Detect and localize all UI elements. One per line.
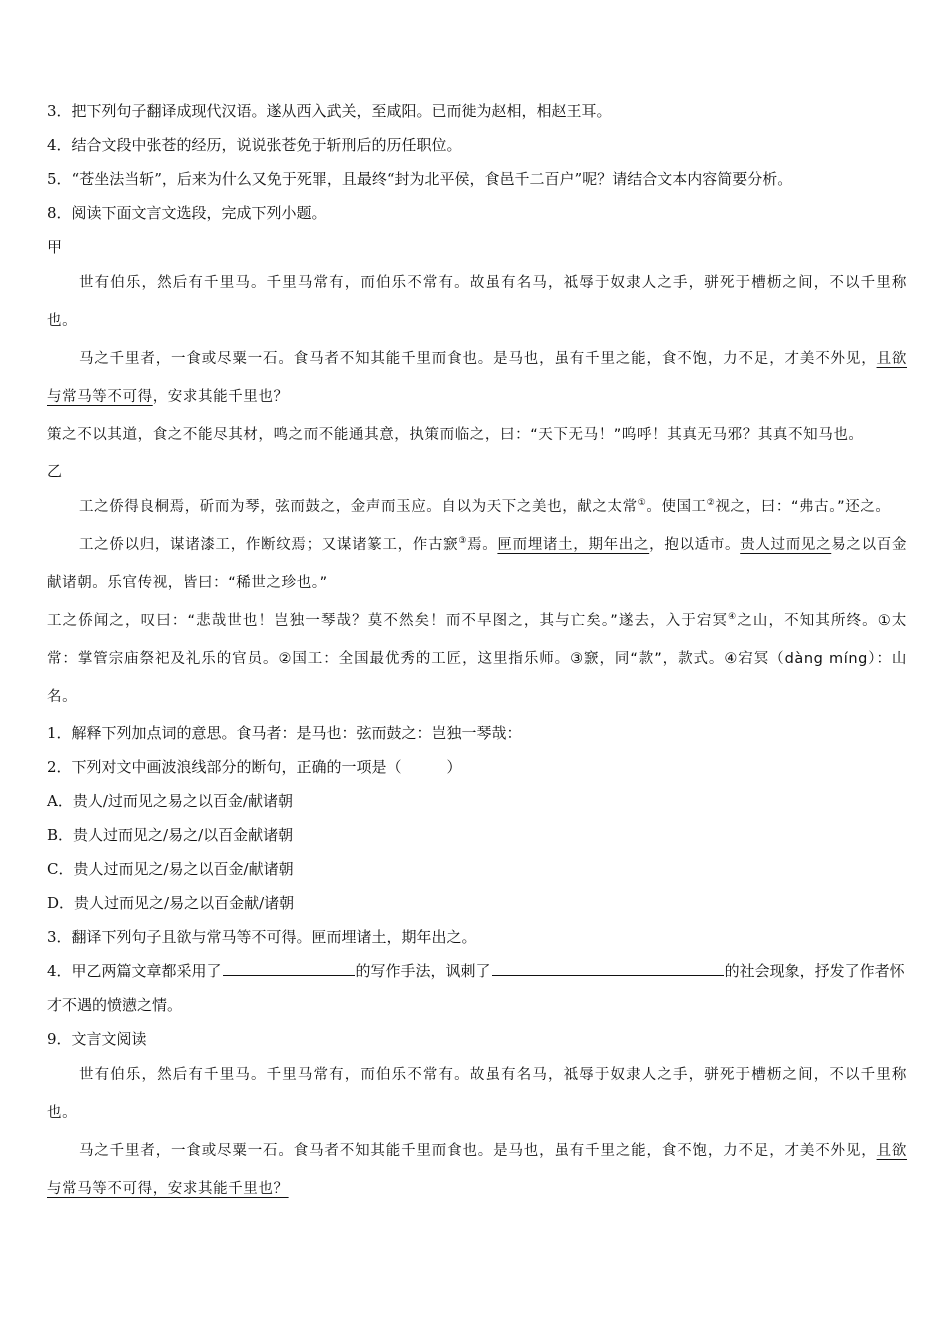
footnote-marker: ④ [728,612,738,623]
wavy-underlined-phrase: 贵人过而见之 [740,537,832,553]
sub-question-2: 2．下列对文中画波浪线部分的断句，正确的一项是（ ） [47,758,462,776]
option-b: B．贵人过而见之/易之/以百金献诸朝 [47,826,294,844]
question-9-title: 9．文言文阅读 [47,1030,147,1048]
underlined-sentence: 且欲与常马等不可得，安求其能千里也？ [47,1143,908,1197]
option-d: D．贵人过而见之/易之以百金献/诸朝 [47,894,295,912]
sub-question-3: 3．翻译下列句子且欲与常马等不可得。匣而埋诸土，期年出之。 [47,928,477,946]
question-4: 4．结合文段中张苍的经历，说说张苍免于斩刑后的历任职位。 [47,136,462,154]
option-a: A．贵人/过而见之易之以百金/献诸朝 [47,792,293,810]
sub-question-4: 4．甲乙两篇文章都采用了 的写作手法，讽刺了 的社会现象，抒发了作者怀才不遇的愤懑之情。 [47,954,907,1022]
passage-yi-label: 乙 [47,462,63,480]
footnote-marker: ② [706,498,716,509]
question-3: 3．把下列句子翻译成现代汉语。遂从西入武关，至咸阳。已而徙为赵相，相赵王耳。 [47,102,612,120]
document-page [47,94,907,1208]
q9-paragraph-2: 马之千里者，一食或尽粟一石。食马者不知其能千里而食也。是马也，虽有千里之能，食不饱，力不足，才美不外见，且欲与常马等不可得，安求其能千里也？ [47,1143,908,1197]
passage-yi-paragraph-1: 工之侨得良桐焉，斫而为琴，弦而鼓之，金声而玉应。自以为天下之美也，献之太常①。使国工②视之，曰：“弗古。”还之。 [79,498,891,515]
question-8-title: 8．阅读下面文言文选段，完成下列小题。 [47,204,327,222]
footnotes: ①太常：掌管宗庙祭祀及礼乐的官员。②国工：全国最优秀的工匠，这里指乐师。③窾，同“款”，款式。④宕冥（dàng míng）：山名。 [47,613,908,705]
q9-paragraph-1: 世有伯乐，然后有千里马。千里马常有，而伯乐不常有。故虽有名马，祗辱于奴隶人之手，骈死于槽枥之间，不以千里称也。 [47,1067,907,1121]
passage-jia-paragraph-2: 马之千里者，一食或尽粟一石。食马者不知其能千里而食也。是马也，虽有千里之能，食不饱，力不足，才美不外见，且欲与常马等不可得，安求其能千里也？ [47,351,908,405]
passage-jia-label: 甲 [47,238,63,256]
underlined-sentence: 匣而埋诸土，期年出之 [497,537,650,553]
option-c: C．贵人过而见之/易之以百金/献诸朝 [47,860,294,878]
answer-blank-1[interactable] [223,955,355,976]
passage-yi-paragraph-3: 工之侨闻之，叹曰：“悲哉世也！岂独一琴哉？莫不然矣！而不早图之，其与亡矣。”遂去，入于宕冥④之山，不知其所终。①太常：掌管宗庙祭祀及礼乐的官员。②国工：全国最优秀的工匠，这里指乐师。③窾，同“款”，款式。④宕冥（dàng míng）：山名。 [47,612,908,705]
passage-yi-paragraph-2: 工之侨以归，谋诸漆工，作断纹焉；又谋诸篆工，作古窾③焉。匣而埋诸土，期年出之，抱以适市。贵人过而见之易之以百金献诸朝。乐官传视，皆曰：“稀世之珍也。” [47,536,908,591]
sub-question-1: 1．解释下列加点词的意思。食马者：是马也：弦而鼓之：岂独一琴哉： [47,724,522,742]
question-5: 5．“苍坐法当斩”，后来为什么又免于死罪，且最终“封为北平侯，食邑千二百户”呢？请结合文本内容简要分析。 [47,170,793,188]
underlined-sentence: 且欲与常马等不可得 [47,351,908,405]
passage-jia-paragraph-3: 策之不以其道，食之不能尽其材，鸣之而不能通其意，执策而临之，曰：“天下无马！”呜呼！其真无马邪？其真不知马也。 [47,427,864,443]
passage-jia-paragraph-1: 世有伯乐，然后有千里马。千里马常有，而伯乐不常有。故虽有名马，祗辱于奴隶人之手，骈死于槽枥之间，不以千里称也。 [47,275,907,329]
footnote-marker: ① [637,498,647,509]
answer-blank-2[interactable] [492,955,724,976]
footnote-marker: ③ [458,536,468,547]
